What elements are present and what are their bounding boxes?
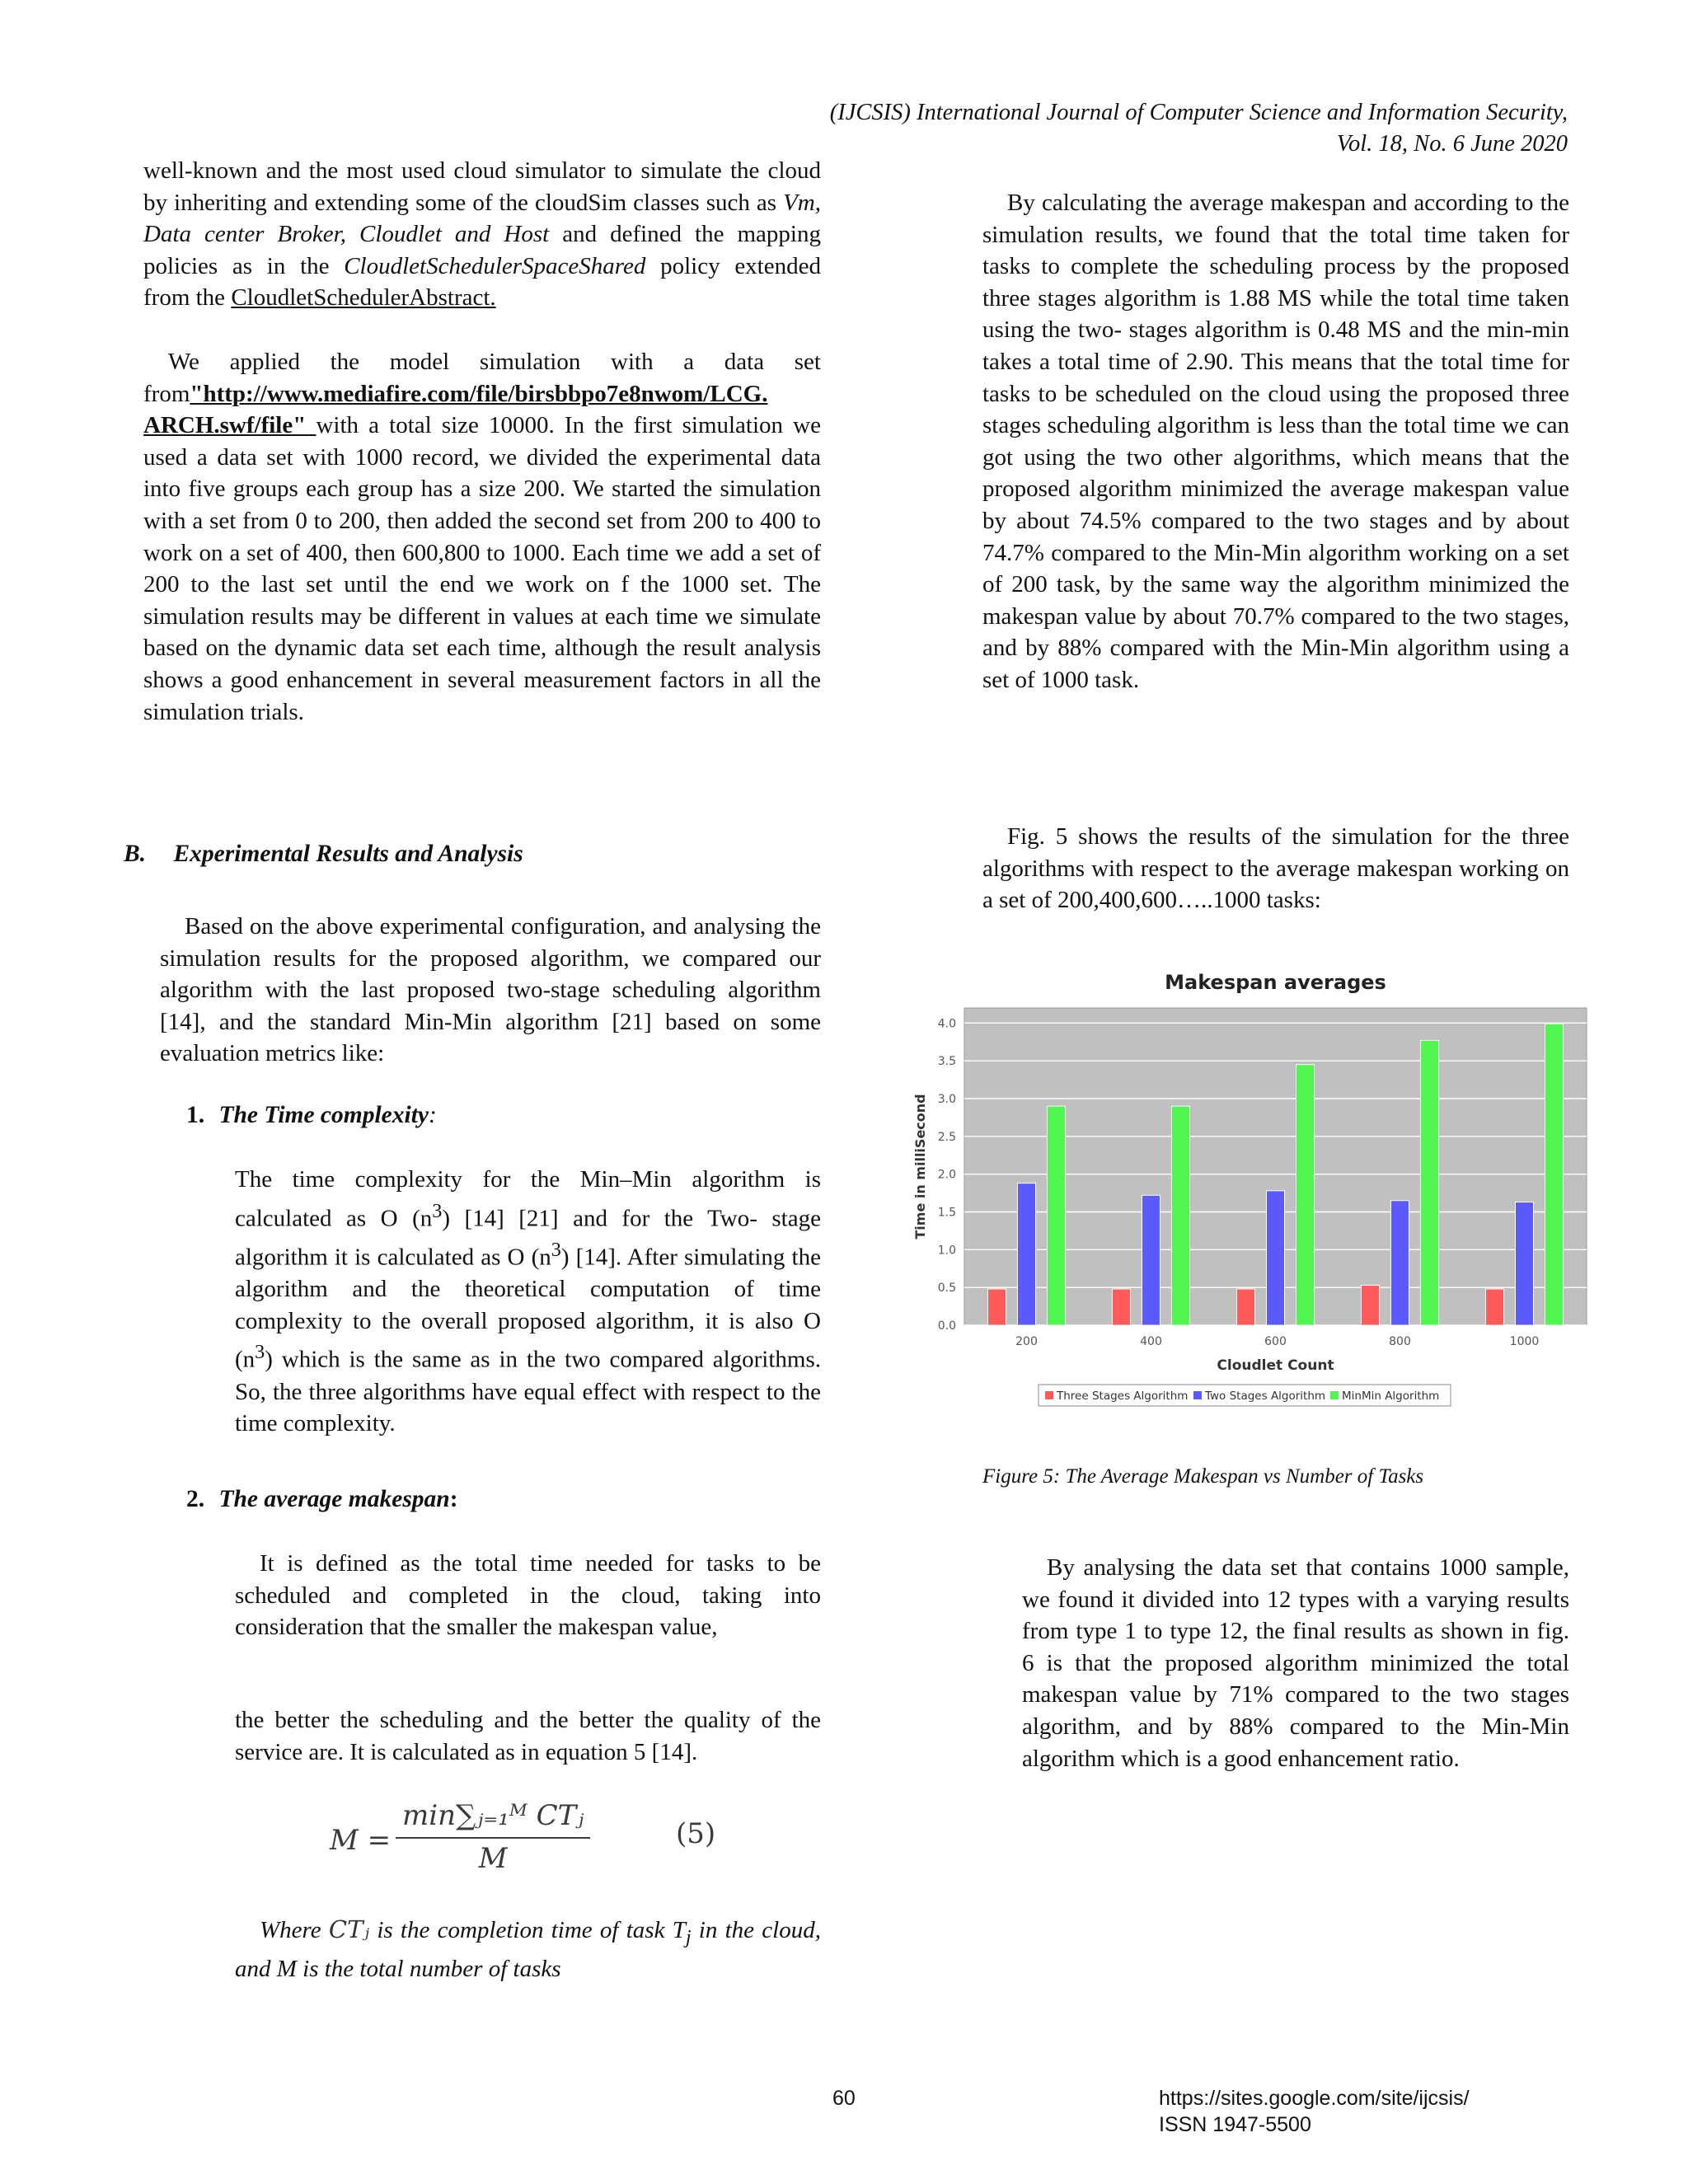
legend-entry: MinMin Algorithm (1342, 1390, 1440, 1403)
legend-entry: Two Stages Algorithm (1205, 1390, 1326, 1403)
legend-entry: Three Stages Algorithm (1057, 1390, 1189, 1403)
x-axis-label: Cloudlet Count (1217, 1357, 1334, 1374)
bar (1545, 1024, 1564, 1325)
list-item-time-complexity: 1. The Time complexity: (186, 1102, 437, 1128)
dataset-link[interactable]: "http://www.mediafire.com/file/birsbbpo7e8nwom/LCG. ARCH.swf/file" (143, 380, 768, 439)
bar (1486, 1289, 1504, 1325)
equation-numerator: min∑ⱼ₌₁ᴹ CTⱼ (396, 1799, 590, 1839)
makespan-definition-paragraph: It is defined as the total time needed for tasks to be scheduled and completed in the cloud, taking into consideration that the smaller the makespan value, (235, 1550, 821, 1641)
bar (1172, 1106, 1190, 1325)
x-tick-label: 400 (1140, 1335, 1162, 1348)
makespan-definition-continued: the better the scheduling and the better the quality of the service are. It is calculated as in equation 5 [14]. (235, 1707, 821, 1765)
makespan-chart (907, 964, 1591, 1409)
legend-swatch (1330, 1391, 1339, 1399)
list-item-average-makespan: 2. The average makespan: (186, 1486, 458, 1512)
equation-where-clause: Where CTⱼ is the completion time of task $T_j$ in the cloud, and M is the total number of tasks (235, 1915, 821, 1983)
section-heading (124, 841, 523, 868)
chart-title: Makespan averages (1165, 971, 1386, 994)
x-tick-label: 200 (1015, 1335, 1038, 1348)
y-tick-label: 4.0 (937, 1017, 956, 1031)
y-tick-label: 2.0 (937, 1168, 956, 1182)
bar (1267, 1191, 1285, 1325)
bar (1421, 1040, 1439, 1325)
journal-volume: Vol. 18, No. 6 June 2020 (1336, 131, 1568, 157)
journal-title: (IJCSIS) International Journal of Computer Science and Information Security, (829, 100, 1568, 125)
left-paragraph-1: well-known and the most used cloud simulator to simulate the cloud by inheriting and extending some of the cloudSim classes such as Vm, Data center Broker, Cloudlet and Host and defined the mapping policies as in the CloudletSchedulerSpaceShared policy extended from the CloudletSchedulerAbstract. (143, 157, 821, 312)
bar (1516, 1202, 1534, 1325)
right-paragraph-1: By calculating the average makespan and according to the simulation results, we found that the total time taken for tasks to complete the scheduling process by the proposed three stages algorithm is 1.88 MS while the total time taken using the two- stages algorithm is 0.48 MS and the min-min takes a total time of 2.90. This means that the total time for tasks to be scheduled on the cloud using the proposed three stages scheduling algorithm is less than the total time we can got using the two other algorithms, which means that the proposed algorithm minimized the average makespan value by about 74.5% compared to the two stages and by about 74.7% compared to the Min-Min algorithm working on a set of 200 task, by the same way the algorithm minimized the makespan value by about 70.7% compared to the two stages, and by 88% compared with the Min-Min algorithm using a set of 1000 task. (982, 190, 1569, 693)
x-tick-label: 600 (1264, 1335, 1287, 1348)
makespan-chart-svg (907, 964, 1591, 1409)
footer-url: https://sites.google.com/site/ijcsis/ (1159, 2087, 1470, 2110)
y-tick-label: 2.5 (937, 1130, 956, 1144)
page-number: 60 (832, 2087, 856, 2110)
y-axis-label: Time in milliSecond (912, 1094, 928, 1240)
y-tick-label: 0.0 (937, 1319, 956, 1333)
equation-denominator: M (478, 1842, 508, 1875)
bar (1018, 1183, 1036, 1325)
figure-caption: Figure 5: The Average Makespan vs Number of Tasks (982, 1465, 1424, 1488)
y-tick-label: 0.5 (937, 1282, 956, 1296)
y-tick-label: 1.5 (937, 1206, 956, 1220)
x-tick-label: 800 (1389, 1335, 1411, 1348)
class-names: Vm, Data center Broker, Cloudlet and Host (143, 189, 821, 248)
bar (988, 1289, 1006, 1325)
left-paragraph-2: We applied the model simulation with a data set from"http://www.mediafire.com/file/birsbbpo7e8nwom/LCG. ARCH.swf/file" with a total size 10000. In the first simulation we used a data set with 1000 record, we divided the experimental data into five groups each group has a size 200. We started the simulation with a set from 0 to 200, then added the second set from 200 to 400 to work on a set of 400, then 600,800 to 1000. Each time we add a set of 200 to the last set until the end we work on f the 1000 set. The simulation results may be different in values at each time we simulate based on the dynamic data set each time, although the result analysis shows a good enhancement in several measurement factors in all the simulation trials. (143, 349, 821, 725)
legend-swatch (1045, 1391, 1053, 1399)
x-tick-label: 1000 (1509, 1335, 1540, 1348)
bar (1142, 1195, 1160, 1325)
bar (1237, 1289, 1255, 1325)
equation-number: (5) (676, 1817, 716, 1850)
y-tick-label: 1.0 (937, 1244, 956, 1258)
left-paragraph-3: Based on the above experimental configuration, and analysing the simulation results for the proposed algorithm, we compared our algorithm with the last proposed two-stage scheduling algorithm [14], and the standard Min-Min algorithm [21] based on some evaluation metrics like: (160, 913, 821, 1067)
time-complexity-paragraph: The time complexity for the Min–Min algorithm is calculated as O $(n^3)$ [14] [21] and for the Two- stage algorithm it is calculated as O $(n^3)$ [14]. After simulating the algorithm and the theoretical computation of time complexity to the overall proposed algorithm, it is also O $(n^3)$ which is the same as in the two compared algorithms. So, the three algorithms have equal effect with respect to the time complexity. (235, 1166, 821, 1437)
right-paragraph-3: By analysing the data set that contains 1000 sample, we found it divided into 12 types with a varying results from type 1 to type 12, the final results as shown in fig. 6 is that the proposed algorithm minimized the total makespan value by 71% compared to the two stages algorithm, and by 88% compared to the Min-Min algorithm which is a good enhancement ratio. (1022, 1554, 1569, 1772)
journal-header (830, 97, 1568, 160)
bar (1296, 1065, 1315, 1325)
bar (1113, 1289, 1131, 1325)
section-title: Experimental Results and Analysis (173, 841, 523, 867)
y-tick-label: 3.0 (937, 1093, 956, 1106)
bar (1362, 1285, 1380, 1325)
abstract-class-name: CloudletSchedulerAbstract. (231, 284, 496, 312)
bar (1391, 1201, 1409, 1325)
equation-5 (330, 1799, 758, 1882)
legend-swatch (1193, 1391, 1202, 1399)
policy-name: CloudletSchedulerSpaceShared (344, 252, 646, 279)
right-paragraph-2: Fig. 5 shows the results of the simulation for the three algorithms with respect to the average makespan working on a set of 200,400,600…..1000 tasks: (982, 823, 1569, 914)
footer-issn: ISSN 1947-5500 (1159, 2113, 1311, 2136)
section-label: B. (124, 841, 147, 867)
y-tick-label: 3.5 (937, 1055, 956, 1069)
equation-lhs: M = (330, 1824, 392, 1857)
bar (1048, 1106, 1066, 1325)
